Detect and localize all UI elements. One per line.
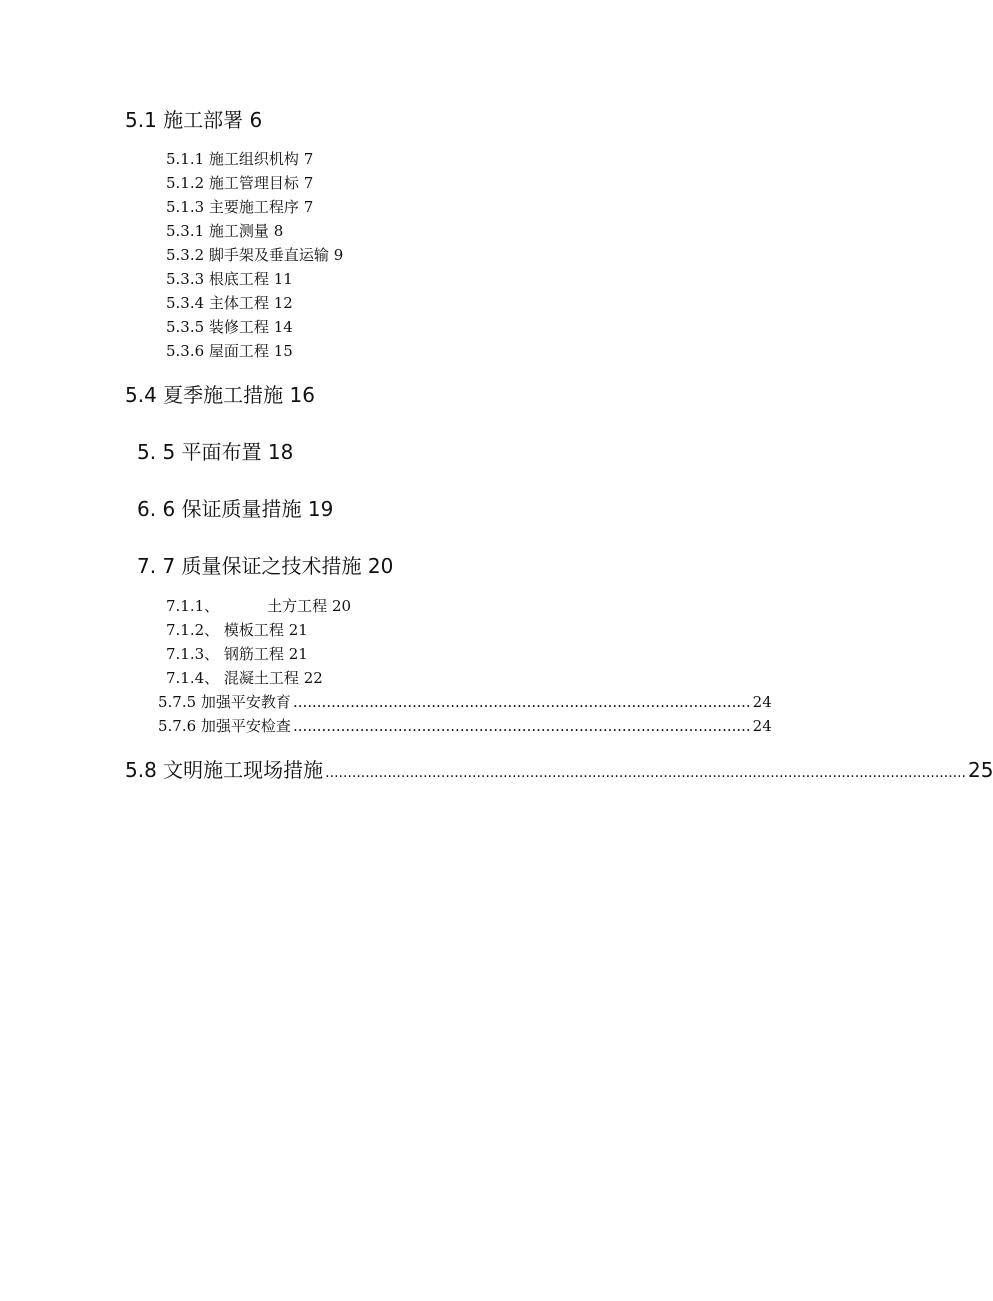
- toc-heading-5-1: 5.1 施工部署 6: [125, 108, 263, 132]
- toc-entry-7-1-2: 7.1.2、 模板工程 21: [166, 621, 308, 639]
- toc-entry-5-1-3: 5.1.3 主要施工程序 7: [166, 198, 314, 216]
- toc-entry-5-3-4: 5.3.4 主体工程 12: [166, 294, 293, 312]
- dot-leader: ................................................................................................: [292, 717, 751, 735]
- toc-entry-5-3-3: 5.3.3 根底工程 11: [166, 270, 293, 288]
- toc-heading-title: 5.8 文明施工现场措施: [125, 758, 324, 782]
- toc-entry-title: 5.7.5 加强平安教育: [158, 693, 291, 711]
- toc-entry-5-1-1: 5.1.1 施工组织机构 7: [166, 150, 314, 168]
- toc-entry-5-7-6: [158, 716, 772, 736]
- toc-entry-title: 土方工程 20: [267, 597, 352, 615]
- toc-entry-5-3-2: 5.3.2 脚手架及垂直运输 9: [166, 246, 344, 264]
- toc-heading-5-5: 5. 5 平面布置 18: [137, 440, 294, 464]
- toc-entry-5-3-6: 5.3.6 屋面工程 15: [166, 342, 293, 360]
- toc-entry-5-1-2: 5.1.2 施工管理目标 7: [166, 174, 314, 192]
- dot-leader: ................................................................................................: [292, 693, 751, 711]
- toc-entry-5-7-5: [158, 692, 772, 712]
- toc-heading-page: 25: [968, 758, 993, 782]
- toc-heading-7-7: 7. 7 质量保证之技术措施 20: [137, 554, 394, 578]
- dot-leader: ................................................................................................................................................: [325, 765, 966, 781]
- toc-entry-5-3-1: 5.3.1 施工测量 8: [166, 222, 284, 240]
- toc-entry-page: 24: [752, 717, 772, 735]
- toc-heading-6-6: 6. 6 保证质量措施 19: [137, 497, 334, 521]
- toc-entry-7-1-3: 7.1.3、 钢筋工程 21: [166, 645, 308, 663]
- toc-heading-5-4: 5.4 夏季施工措施 16: [125, 383, 315, 407]
- toc-entry-7-1-4: 7.1.4、 混凝土工程 22: [166, 669, 323, 687]
- toc-entry-7-1-1: [166, 596, 351, 616]
- toc-entry-page: 24: [752, 693, 772, 711]
- toc-entry-number: 7.1.1、: [166, 597, 220, 615]
- toc-heading-5-8: [125, 758, 993, 785]
- toc-entry-5-3-5: 5.3.5 装修工程 14: [166, 318, 293, 336]
- toc-entry-title: 5.7.6 加强平安检查: [158, 717, 291, 735]
